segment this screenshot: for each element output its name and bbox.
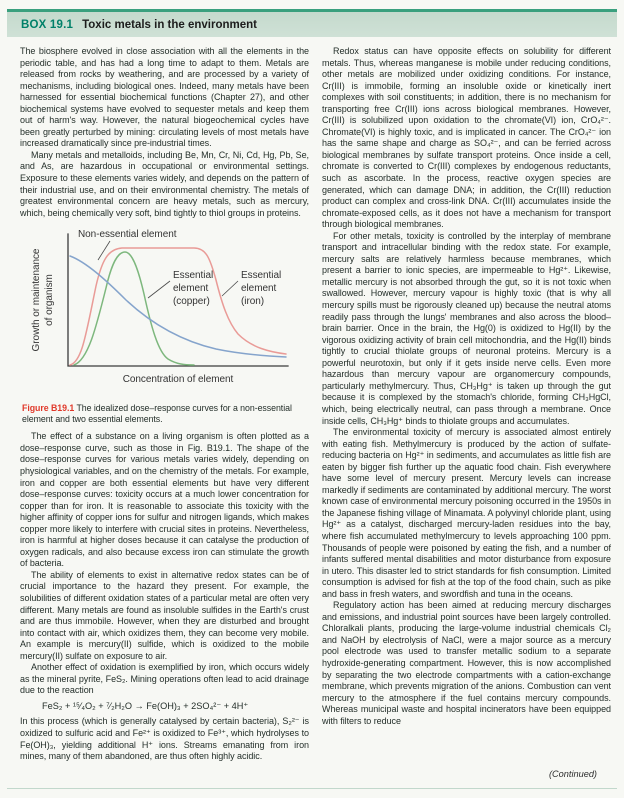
continued-label: (Continued) — [548, 769, 597, 779]
label-nonessential-element: Non-essential element — [78, 229, 177, 241]
leader-copper — [148, 281, 170, 298]
paragraph: The biosphere evolved in close association with all the elements in the periodic table, and has had a long time to adapt to them. Metals are released from rocks by weathering, and are processed by a variety of mechanisms, including biological ones. Indeed, many metals have been harnessed for essential biochemical functions (Chapter 27), and other biochemical systems have evolved to sequester metals and keep them out of harm's way. However, the natural biogeochemical cycles have been greatly perturbed by mining: circulating levels of most metals have increased dramatically since pre-industrial times. — [20, 46, 309, 149]
figure-caption — [22, 403, 309, 425]
box-number-label: BOX 19.1 — [21, 19, 74, 31]
dose-response-chart — [22, 224, 294, 396]
paragraph: Many metals and metalloids, including Be, Mn, Cr, Ni, Cd, Hg, Pb, Se, and As, are hazardous in occupational or environmental settings. Exposure to these elements varies widely, and depends on the pattern of their industrial use, and on their environmental chemistry. The metals of greatest environmental concern are heavy metals, such as mercury, which, being chemically very soft, bind tightly to thiol groups in proteins. — [20, 149, 309, 218]
y-axis-label-line1: Growth or maintenance — [31, 248, 42, 352]
paragraph: Another effect of oxidation is exemplified by iron, which occurs widely as the mineral pyrite, FeS₂. Mining operations often lead to acid drainage due to the reaction — [20, 662, 309, 696]
right-column — [322, 46, 611, 763]
box-title: Toxic metals in the environment — [82, 19, 257, 31]
y-axis-label-line2: of organism — [44, 274, 55, 327]
leader-iron — [222, 281, 238, 296]
two-column-body — [7, 37, 617, 763]
label-copper-line3: (copper) — [173, 296, 210, 308]
paragraph: The environmental toxicity of mercury is associated almost entirely with eating fish. Methylmercury is produced by the action of sulfate-reducing bacteria on Hg²⁺ in sediments, and accumulates as little fish are eaten by bigger fish further up the aquatic food chain. Fish everywhere have some level of mercury present. Mercury levels can increase markedly if sediments are contaminated by additional mercury. The worst known case of environmental mercury poisoning occurred in the 1950s in the Japanese fishing village of Minamata. A polyvinyl chloride plant, using Hg²⁺ as a catalyst, discharged mercury-laden residues into the bay, where fish accumulated methylmercury to levels approaching 100 ppm. Thousands of people were poisoned by eating the fish, and a number of infants suffered mental disabilities and motor disturbance from exposure in utero. This disaster led to strict standards for fish consumption. Limited consumption is advised for fish at the top of the food chain, such as pike and bass in fresh waters, and swordfish and tuna in the oceans. — [322, 427, 611, 599]
paragraph: The ability of elements to exist in alternative redox states can be of crucial importance to the hazard they present. For example, the solubilities of different oxidation states of a particular metal are often very different. Many metals are found as insoluble sulfides in the Earth's crust and are thus immobile. However, when they are disturbed and brought into contact with air, which oxidizes them, they can become very mobile. An example is mercury(II) sulfide, which is oxidized to the mobile mercury(II) sulfate on exposure to air. — [20, 569, 309, 661]
label-iron-line2: element — [241, 283, 277, 295]
label-iron-line3: (iron) — [241, 296, 265, 308]
textbook-box — [7, 9, 617, 789]
paragraph: Regulatory action has been aimed at reducing mercury discharges and emissions, and industrial point sources have been largely controlled. Chloralkali plants, producing the large-volume industrial chemicals Cl₂ and NaOH by electrolysis of NaCl, were a major source as a mercury pool electrode was used to transfer metallic sodium to a separate hydroxide-generating compartment. However, this is now accomplished by separating the two electrode compartments with a cation-exchange membrane, which prevents migration of the anions. Combustion can vent mercury to the atmosphere if the fuel contains mercury compounds. Whereas municipal waste and hospital incinerators have been equipped with filters to reduce — [322, 600, 611, 726]
x-axis-label: Concentration of element — [122, 374, 234, 386]
label-copper-line1: Essential — [173, 270, 214, 282]
figure-caption-label: Figure B19.1 — [22, 402, 75, 413]
paragraph: Redox status can have opposite effects on solubility for different metals. Thus, whereas manganese is mobile under reducing conditions, other metals are mobilized under oxidizing conditions. For instance, Cr(III) is immobile, forming an insoluble oxide or kinetically inert complexes with soil constituents; in addition, there is no mechanism for transporting free Cr(III) ions across biological membranes. However, Cr(III) is solubilized upon oxidation to the chromate(VI) ion, CrO₄²⁻. Chromate(VI) is highly toxic, and is implicated in cancer. The CrO₄²⁻ ion has the same shape and charge as SO₄²⁻, and can be ferried across biological membranes by sulfate transport proteins. Once inside a cell, chromate is converted to Cr(III) complexes by endogenous reductants, such as ascorbate. In the process, reactive oxygen species are generated, which can damage DNA; in addition, the Cr(III) reduction product can complex and cross-link DNA. Cr(III) accumulates inside the chromate-exposed cells, as it does not have a mechanism for transport through biological membranes. — [322, 46, 611, 230]
box-header — [7, 12, 617, 37]
paragraph: In this process (which is generally catalysed by certain bacteria), S₂²⁻ is oxidized to sulfuric acid and Fe²⁺ is oxidized to Fe³⁺, which hydrolyses to Fe(OH)₃, yielding additional H⁺ ions. Streams emanating from iron mines, many of them abandoned, are thus often highly acidic. — [20, 716, 309, 762]
figure-caption-text: The idealized dose–response curves for a non-essential element and two essential elements. — [22, 402, 292, 424]
label-copper-line2: element — [173, 283, 209, 295]
paragraph: The effect of a substance on a living organism is often plotted as a dose–response curve, such as those in Fig. B19.1. The shape of the dose–response curves for various metals varies widely, depending on physiological variables, and on the chemistry of the metals. For example, iron and copper are both essential elements but have very different dose–response curves: toxicity occurs at a much lower concentration for copper than for iron. It is reasonable to associate this toxicity with the higher affinity of copper ions for sulfur and nitrogen ligands, which makes copper more likely to interfere with crucial sites in proteins. Nevertheless, iron is harmful at higher doses because it can catalyse the production of oxygen radicals, and also because excess iron can stimulate the growth of bacteria. — [20, 431, 309, 569]
leader-nonessential — [98, 241, 110, 260]
pyrite-oxidation-equation: FeS₂ + ¹⁵⁄₄O₂ + ⁷⁄₂H₂O → Fe(OH)₃ + 2SO₄²⁻ + 4H⁺ — [42, 700, 249, 711]
left-column — [20, 46, 309, 763]
label-iron-line1: Essential — [241, 270, 282, 282]
paragraph: For other metals, toxicity is controlled by the interplay of membrane transport and intracellular binding with the redox state. For example, mercury salts are relatively harmless because membranes, which present a barrier to ionic species, are impermeable to Hg²⁺. Likewise, metallic mercury is not absorbed through the gut, so it is not toxic when swallowed. However, mercury vapour is highly toxic (that is why all mercury spills must be rigorously cleaned up) because the neutral atoms readily pass through the lungs' membranes and also across the blood–brain barrier. Once in the brain, the Hg(0) is oxidized to Hg(II) by the vigorous oxidizing activity of brain cell mitochondria, and the Hg(II) binds tightly to crucial thiolate groups of neuronal proteins. Mercury is a powerful neurotoxin, but only if it gets inside nerve cells. Even more hazardous than mercury vapour are organomercury compounds, particularly methylmercury. Thus, CH₃Hg⁺ is taken up through the gut because it is complexed by the stomach's chloride, forming CH₃HgCl, which, being electrically neutral, can pass through a membrane. Once inside cells, CH₃Hg⁺ binds to thiolate groups and accumulates. — [322, 230, 611, 426]
dose-response-figure — [22, 224, 309, 424]
